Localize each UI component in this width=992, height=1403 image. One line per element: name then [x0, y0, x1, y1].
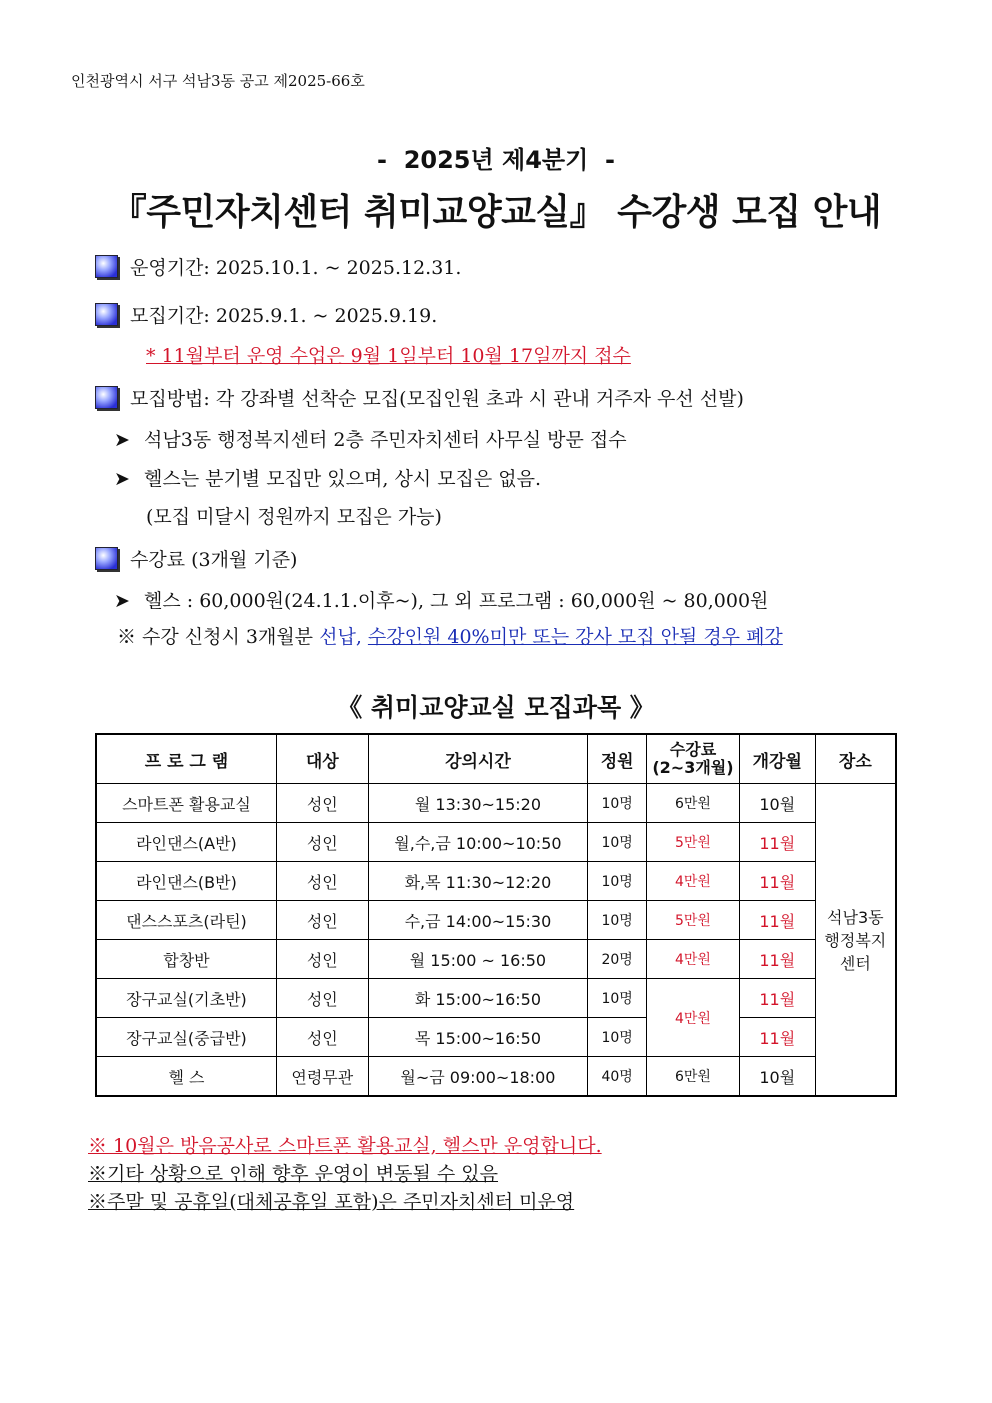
cell-program: 라인댄스(B반) — [96, 862, 276, 901]
table-row — [96, 1057, 896, 1097]
cell-target: 성인 — [276, 940, 368, 979]
header-capacity: 정원 — [588, 734, 647, 784]
fee-note: ※ 수강 신청시 3개월분 선납, 수강인원 40%미만 또는 강사 모집 안될 경우 폐강 — [117, 626, 783, 648]
table-row — [96, 823, 896, 862]
cell-program: 라인댄스(A반) — [96, 823, 276, 862]
page-title: 『주민자치센터 취미교양교실』 수강생 모집 안내 — [110, 192, 882, 233]
cell-target: 성인 — [276, 1018, 368, 1057]
cell-fee: 4만원 — [647, 940, 740, 979]
cell-target: 성인 — [276, 901, 368, 940]
arrow-icon: ➤ — [114, 429, 130, 451]
header-time: 강의시간 — [368, 734, 588, 784]
recruit-note: * 11월부터 운영 수업은 9월 1일부터 10월 17일까지 접수 — [146, 345, 631, 367]
section-method — [95, 384, 744, 411]
method-item-2-sub: (모집 미달시 정원까지 모집은 가능) — [146, 506, 442, 528]
footnote-2: ※기타 상황으로 인해 향후 운영이 변동될 수 있음 — [88, 1163, 499, 1185]
cell-fee: 5만원 — [647, 823, 740, 862]
header-target: 대상 — [276, 734, 368, 784]
cell-month: 11월 — [739, 901, 815, 940]
cell-capacity: 20명 — [588, 940, 647, 979]
cell-time: 월 15:00 ~ 16:50 — [368, 940, 588, 979]
header-start-month: 개강월 — [739, 734, 815, 784]
cell-capacity: 40명 — [588, 1057, 647, 1097]
cell-month: 11월 — [739, 1018, 815, 1057]
section-recruit — [95, 301, 437, 328]
arrow-icon: ➤ — [114, 590, 130, 612]
cell-program: 스마트폰 활용교실 — [96, 784, 276, 823]
table-row — [96, 979, 896, 1018]
cell-time: 목 15:00~16:50 — [368, 1018, 588, 1057]
cell-time: 월~금 09:00~18:00 — [368, 1057, 588, 1097]
method-item-1: ➤ 석남3동 행정복지센터 2층 주민자치센터 사무실 방문 접수 — [114, 429, 627, 451]
notice-number: 인천광역시 서구 석남3동 공고 제2025-66호 — [71, 72, 365, 90]
square-bullet-icon — [95, 547, 118, 570]
section-fee — [95, 545, 297, 572]
subtitle: - 2025년 제4분기 - — [377, 146, 615, 174]
cell-program: 장구교실(기초반) — [96, 979, 276, 1018]
cell-capacity: 10명 — [588, 862, 647, 901]
cell-time: 화 15:00~16:50 — [368, 979, 588, 1018]
cell-capacity: 10명 — [588, 979, 647, 1018]
cell-fee: 5만원 — [647, 901, 740, 940]
cell-time: 월,수,금 10:00~10:50 — [368, 823, 588, 862]
footnote-1: ※ 10월은 방음공사로 스마트폰 활용교실, 헬스만 운영합니다. — [88, 1135, 602, 1157]
cell-capacity: 10명 — [588, 784, 647, 823]
footnote-3: ※주말 및 공휴일(대체공휴일 포함)은 주민자치센터 미운영 — [88, 1191, 575, 1213]
table-row — [96, 1018, 896, 1057]
header-location: 장소 — [815, 734, 896, 784]
cell-target: 연령무관 — [276, 1057, 368, 1097]
cell-time: 화,목 11:30~12:20 — [368, 862, 588, 901]
operation-period: 운영기간: 2025.10.1. ~ 2025.12.31. — [130, 257, 462, 279]
cell-capacity: 10명 — [588, 1018, 647, 1057]
cell-target: 성인 — [276, 979, 368, 1018]
cell-location: 석남3동 행정복지 센터 — [815, 784, 896, 1097]
square-bullet-icon — [95, 255, 118, 278]
square-bullet-icon — [95, 386, 118, 409]
cell-program: 댄스스포츠(라틴) — [96, 901, 276, 940]
cell-time: 수,금 14:00~15:30 — [368, 901, 588, 940]
table-header-row — [96, 734, 896, 784]
method-item-2: ➤ 헬스는 분기별 모집만 있으며, 상시 모집은 없음. — [114, 468, 542, 490]
recruit-period: 모집기간: 2025.9.1. ~ 2025.9.19. — [130, 305, 438, 327]
cell-month: 11월 — [739, 940, 815, 979]
table-row — [96, 862, 896, 901]
fee-item-1: ➤ 헬스 : 60,000원(24.1.1.이후~), 그 외 프로그램 : 60,000원 ~ 80,000원 — [114, 590, 769, 612]
cell-capacity: 10명 — [588, 823, 647, 862]
cell-time: 월 13:30~15:20 — [368, 784, 588, 823]
cell-month: 11월 — [739, 862, 815, 901]
arrow-icon: ➤ — [114, 468, 130, 490]
cell-month: 10월 — [739, 1057, 815, 1097]
cell-fee: 6만원 — [647, 784, 740, 823]
cell-capacity: 10명 — [588, 901, 647, 940]
section-operation — [95, 253, 461, 280]
cell-program: 장구교실(중급반) — [96, 1018, 276, 1057]
header-fee: 수강료 (2~3개월) — [647, 734, 740, 784]
cell-program: 합창반 — [96, 940, 276, 979]
cell-fee: 4만원 — [647, 979, 740, 1057]
table-title: 《 취미교양교실 모집과목 》 — [337, 693, 655, 722]
table-row — [96, 901, 896, 940]
cell-target: 성인 — [276, 823, 368, 862]
cell-target: 성인 — [276, 784, 368, 823]
header-program: 프 로 그 램 — [96, 734, 276, 784]
fee-label: 수강료 (3개월 기준) — [130, 549, 298, 571]
table-row — [96, 784, 896, 823]
cell-fee: 6만원 — [647, 1057, 740, 1097]
cell-target: 성인 — [276, 862, 368, 901]
course-table — [95, 733, 897, 1097]
cell-month: 10월 — [739, 784, 815, 823]
recruit-method: 모집방법: 각 강좌별 선착순 모집(모집인원 초과 시 관내 거주자 우선 선발) — [130, 388, 744, 410]
table-row — [96, 940, 896, 979]
cell-month: 11월 — [739, 823, 815, 862]
cell-fee: 4만원 — [647, 862, 740, 901]
square-bullet-icon — [95, 303, 118, 326]
cell-program: 헬 스 — [96, 1057, 276, 1097]
cell-month: 11월 — [739, 979, 815, 1018]
